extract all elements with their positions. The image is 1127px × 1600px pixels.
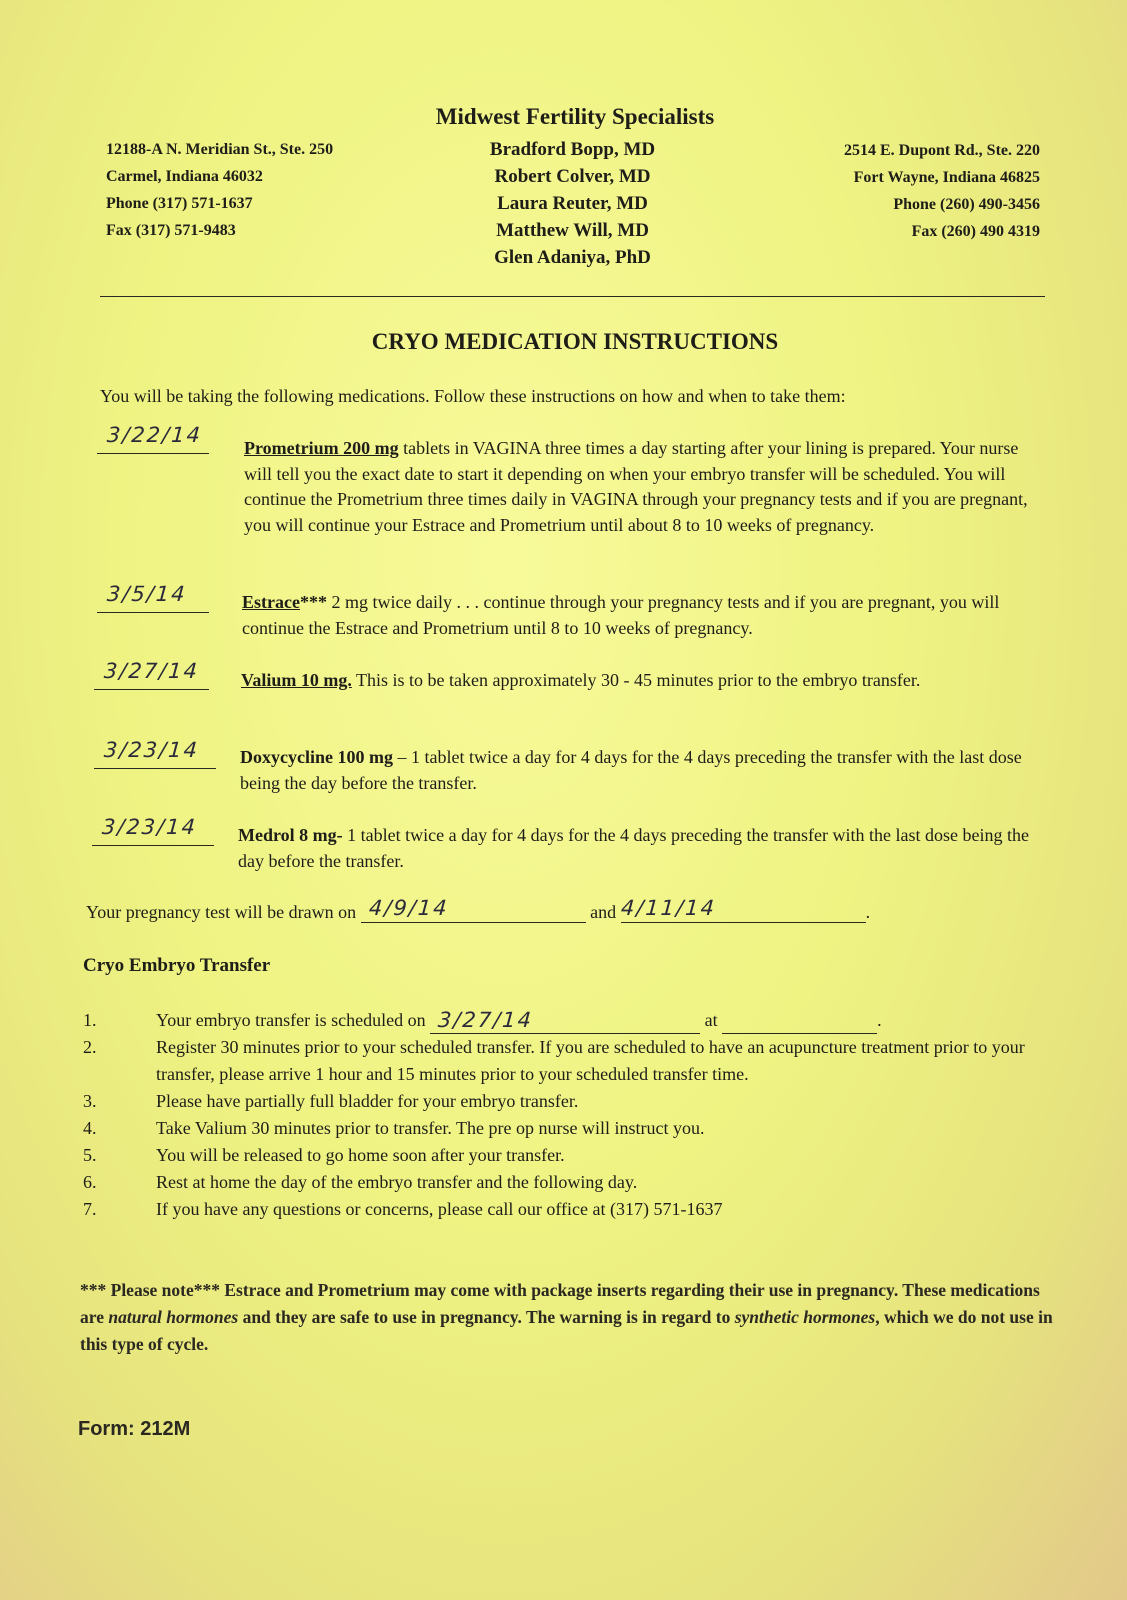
medication-instructions: – 1 tablet twice a day for 4 days for the 4 days preceding the transfer with the last dose being the day before the transfer. <box>240 747 1022 793</box>
left-fax: Fax (317) 571-9483 <box>106 222 236 239</box>
note-emphasis: synthetic hormones <box>734 1307 876 1327</box>
transfer-suffix: . <box>877 1010 882 1030</box>
list-item <box>83 1088 1063 1115</box>
pregnancy-test-and: and <box>590 902 617 922</box>
pregnancy-test-suffix: . <box>865 902 871 922</box>
med-date-handwritten: 3/23/14 <box>103 738 200 762</box>
transfer-at-label: at <box>704 1010 718 1030</box>
list-number: 2. <box>83 1037 97 1057</box>
note-text: Estrace and Prometrium may come with package inserts regarding their use in pregnancy. These medications are <box>80 1280 1040 1327</box>
left-address-line: Carmel, Indiana 46032 <box>106 168 263 185</box>
med-date-field[interactable] <box>97 582 209 613</box>
provider-name: Glen Adaniya, PhD <box>494 247 651 268</box>
medication-instructions: This is to be taken approximately 30 - 45 minutes prior to the embryo transfer. <box>351 670 921 690</box>
pregnancy-test-date-field[interactable] <box>361 896 586 923</box>
list-number: 3. <box>83 1091 97 1111</box>
medication-item <box>240 745 1050 796</box>
list-text: You will be released to go home soon after your transfer. <box>156 1145 565 1165</box>
list-item <box>83 1034 1063 1088</box>
medication-instructions: 1 tablet twice a day for 4 days for the 4 days preceding the transfer with the last dose being the day before the transfer. <box>238 825 1029 871</box>
form-number: Form: 212M <box>78 1418 191 1440</box>
med-date-handwritten: 3/27/14 <box>103 659 200 683</box>
medication-name: Medrol 8 mg- <box>238 825 343 845</box>
transfer-instructions-list <box>83 1007 1063 1223</box>
list-number: 5. <box>83 1145 97 1165</box>
list-item <box>83 1196 1063 1223</box>
pregnancy-test-date-field[interactable] <box>621 896 866 923</box>
list-item <box>83 1115 1063 1142</box>
left-address-block <box>106 136 333 244</box>
provider-name: Laura Reuter, MD <box>497 193 648 214</box>
right-phone: Phone (260) 490-3456 <box>893 196 1040 213</box>
list-number: 4. <box>83 1118 97 1138</box>
medication-name: Valium 10 mg. <box>241 670 352 690</box>
med-date-handwritten: 3/22/14 <box>106 423 203 447</box>
medication-item <box>244 436 1049 538</box>
medication-instructions: 2 mg twice daily . . . continue through your pregnancy tests and if you are pregnant, you will continue the Estrace and Prometrium until 8 to 10 weeks of pregnancy. <box>242 592 1000 638</box>
page-title: CRYO MEDICATION INSTRUCTIONS <box>371 329 779 354</box>
med-date-handwritten: 3/23/14 <box>101 815 198 839</box>
note-emphasis: natural hormones <box>108 1307 239 1327</box>
right-address-line: Fort Wayne, Indiana 46825 <box>853 169 1040 186</box>
provider-name: Bradford Bopp, MD <box>489 139 656 160</box>
pregnancy-test-line <box>86 896 870 923</box>
provider-name: Matthew Will, MD <box>496 220 649 241</box>
med-date-field[interactable] <box>94 659 209 690</box>
medication-item <box>238 823 1053 874</box>
list-text: Register 30 minutes prior to your scheduled transfer. If you are scheduled to have an acupuncture treatment prior to your transfer, please arrive 1 hour and 15 minutes prior to your scheduled transfer time. <box>156 1037 1025 1084</box>
header-divider <box>100 296 1045 297</box>
list-text: If you have any questions or concerns, please call our office at (317) 571-1637 <box>156 1199 723 1219</box>
practice-name: Midwest Fertility Specialists <box>435 104 715 129</box>
right-fax: Fax (260) 490 4319 <box>911 223 1040 240</box>
medication-item <box>241 668 1046 694</box>
list-text: Rest at home the day of the embryo transfer and the following day. <box>156 1172 638 1192</box>
pregnancy-test-date-1: 4/9/14 <box>367 896 450 920</box>
list-item <box>83 1007 1063 1034</box>
list-number: 7. <box>83 1199 97 1219</box>
left-address-line: 12188-A N. Meridian St., Ste. 250 <box>106 141 334 158</box>
note-text: and they are safe to use in pregnancy. The warning is in regard to <box>238 1307 735 1327</box>
list-text: Take Valium 30 minutes prior to transfer. The pre op nurse will instruct you. <box>156 1118 705 1138</box>
medication-name: Prometrium 200 mg <box>244 438 399 458</box>
medication-name-suffix: *** <box>299 592 327 612</box>
left-phone: Phone (317) 571-1637 <box>106 195 253 212</box>
list-text: Please have partially full bladder for your embryo transfer. <box>156 1091 579 1111</box>
medication-item <box>242 590 1047 641</box>
note-lead: *** Please note*** <box>80 1280 220 1300</box>
intro-text: You will be taking the following medications. Follow these instructions on how and when to take them: <box>100 386 846 406</box>
transfer-date-field[interactable] <box>430 1007 700 1034</box>
list-item <box>83 1142 1063 1169</box>
list-number: 1. <box>83 1010 97 1030</box>
med-date-field[interactable] <box>94 738 216 769</box>
pregnancy-test-date-2: 4/11/14 <box>619 896 717 920</box>
transfer-date-handwritten: 3/27/14 <box>437 1008 534 1032</box>
med-date-field[interactable] <box>92 815 214 846</box>
medication-name: Estrace <box>242 592 300 612</box>
transfer-time-field[interactable] <box>722 1007 877 1034</box>
provider-list <box>400 136 745 271</box>
transfer-date-label: Your embryo transfer is scheduled on <box>156 1010 426 1030</box>
medication-name: Doxycycline 100 mg <box>240 747 393 767</box>
right-address-block <box>844 137 1040 245</box>
note-text: , which we do not use in this type of cycle. <box>80 1307 1053 1354</box>
medication-instructions: tablets in VAGINA three times a day starting after your lining is prepared. Your nurse will tell you the exact date to start it depending on when your embryo transfer will be scheduled. You will continue the Prometrium three times daily in VAGINA through your pregnancy tests and if you are pregnant, you will continue your Estrace and Prometrium until about 8 to 10 weeks of pregnancy. <box>244 438 1028 535</box>
list-item <box>83 1169 1063 1196</box>
med-date-field[interactable] <box>97 423 209 454</box>
hormone-note <box>80 1277 1055 1358</box>
list-number: 6. <box>83 1172 97 1192</box>
provider-name: Robert Colver, MD <box>494 166 651 187</box>
pregnancy-test-label: Your pregnancy test will be drawn on <box>86 902 357 922</box>
section-heading: Cryo Embryo Transfer <box>83 955 271 976</box>
med-date-handwritten: 3/5/14 <box>106 582 188 606</box>
right-address-line: 2514 E. Dupont Rd., Ste. 220 <box>843 142 1040 159</box>
